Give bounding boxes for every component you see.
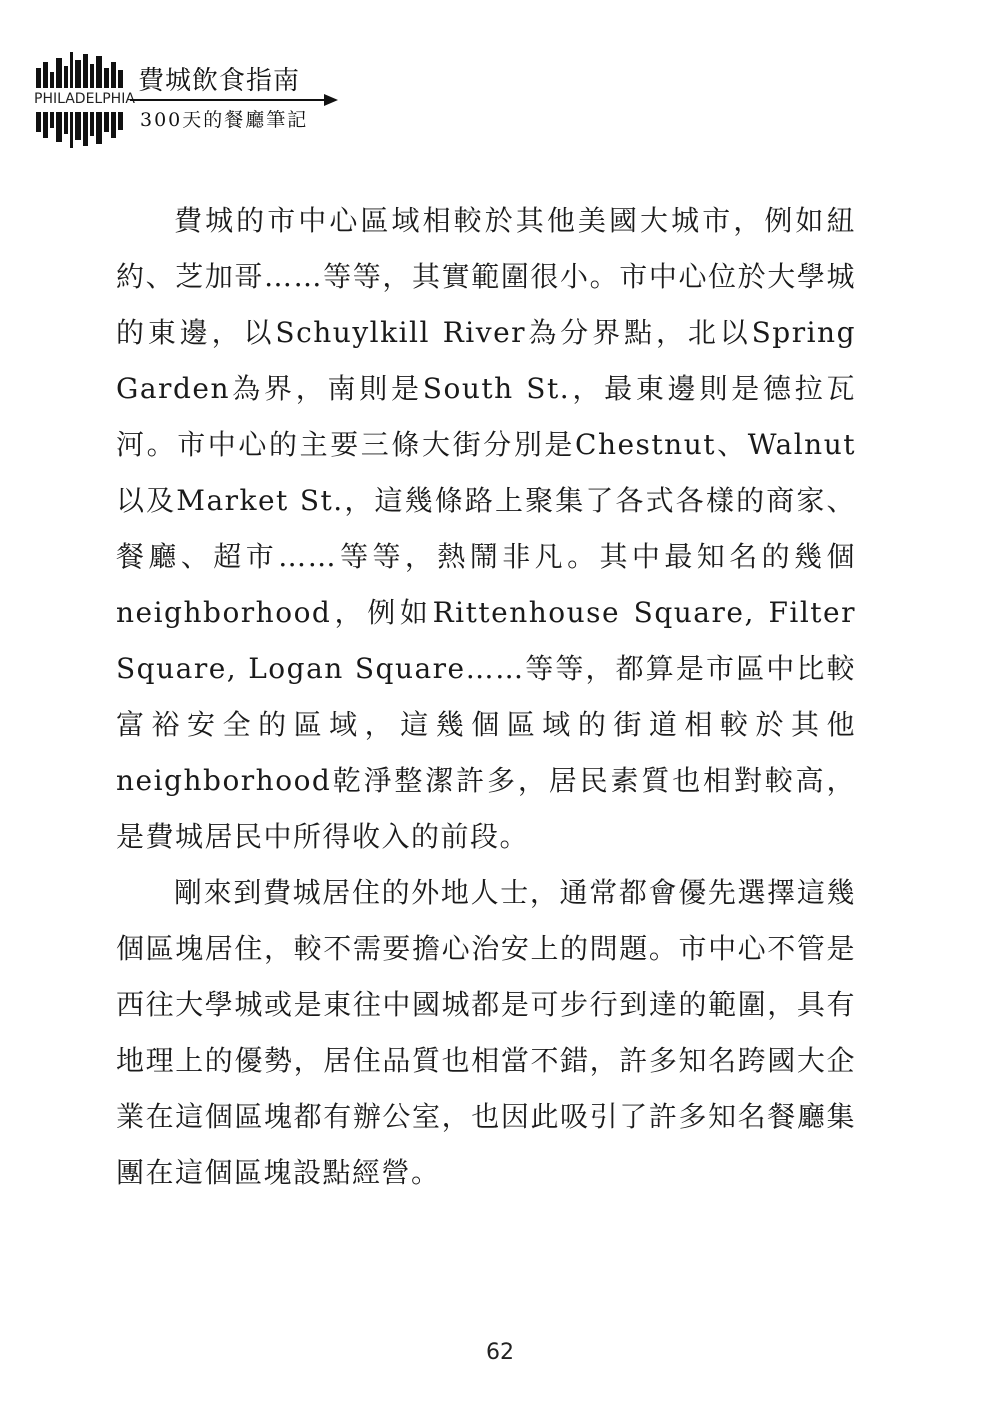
book-subtitle: 300天的餐廳筆記 [140,109,309,131]
book-header [30,50,350,150]
page-number: 62 [486,1340,514,1365]
logo-wordmark: PHILADELPHIA [34,91,135,107]
body-text [116,193,856,1201]
paragraph: 剛來到費城居住的外地人士，通常都會優先選擇這幾個區塊居住，較不需要擔心治安上的問題。市中心不管是西往大學城或是東往中國城都是可步行到達的範圍，具有地理上的優勢，居住品質也相當不錯，許多知名跨國大企業在這個區塊都有辦公室，也因此吸引了許多知名餐廳集團在這個區塊設點經營。 [116,876,856,1189]
paragraph: 費城的市中心區域相較於其他美國大城市，例如紐約、芝加哥……等等，其實範圍很小。市中心位於大學城的東邊，以Schuylkill River為分界點，北以Spring Garden為界，南則是South St.，最東邊則是德拉瓦河。市中心的主要三條大街分別是Chestnut、Walnut以及Market St.，這幾條路上聚集了各式各樣的商家、餐廳、超市……等等，熱鬧非凡。其中最知名的幾個neighborhood，例如Rittenhouse Square, Filter Square, Logan Square……等等，都算是市區中比較富裕安全的區域，這幾個區域的街道相較於其他neighborhood乾淨整潔許多，居民素質也相對較高，是費城居民中所得收入的前段。 [116,204,856,853]
book-title: 費城飲食指南 [138,66,301,96]
